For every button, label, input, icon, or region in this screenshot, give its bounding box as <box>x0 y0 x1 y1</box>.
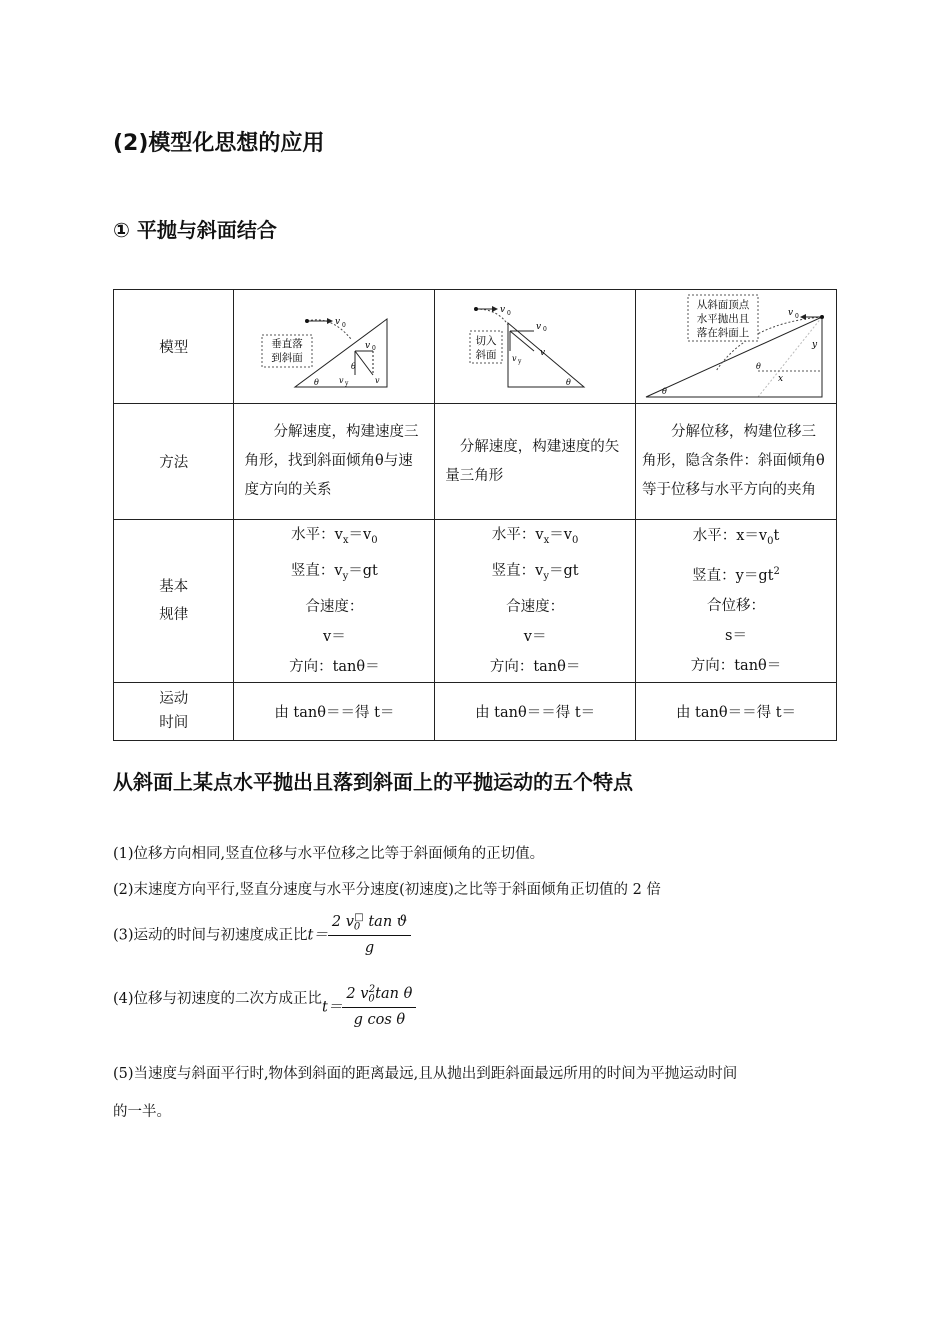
diagram-perpendicular <box>259 301 409 393</box>
method-text: 分解速度，构建速度三角形，找到斜面倾角θ与速度方向的关系 <box>244 424 419 498</box>
svg-text:x: x <box>777 373 784 384</box>
svg-text:v: v <box>512 353 517 363</box>
method-cell-2 <box>435 404 636 520</box>
formula-lhs: t＝ <box>307 927 328 944</box>
svg-text:θ: θ <box>314 377 320 387</box>
svg-text:θ: θ <box>566 377 571 387</box>
svg-text:斜面: 斜面 <box>475 348 497 361</box>
formula-fraction: $\frac{2 v_0^2\tan \theta}{\text{g cos θ}}$ <box>342 984 416 1028</box>
svg-text:到斜面: 到斜面 <box>271 351 304 364</box>
svg-text:0: 0 <box>507 309 511 317</box>
svg-text:切入: 切入 <box>475 334 497 347</box>
laws-cell-1: 水平：$v_x=v_0$ 竖直：$v_y=gt$ 合速度： v＝ 方向：tanθ＝ <box>234 520 435 683</box>
svg-text:θ: θ <box>755 361 761 371</box>
svg-text:v: v <box>339 375 344 385</box>
table-row <box>114 404 837 520</box>
method-text: 分解位移，构建位移三角形，隐含条件：斜面倾角θ等于位移与水平方向的夹角 <box>641 424 825 498</box>
svg-text:v: v <box>500 304 506 315</box>
svg-text:0: 0 <box>372 344 377 352</box>
svg-text:y: y <box>811 339 818 350</box>
svg-text:v: v <box>375 375 380 385</box>
svg-text:v: v <box>335 316 341 327</box>
method-cell-3 <box>635 404 836 520</box>
svg-text:0: 0 <box>543 325 547 333</box>
laws-cell-2: 水平：$v_x=v_0$ 竖直：$v_y=gt$ 合速度： v＝ 方向：tanθ＝ <box>435 520 636 683</box>
time-cell-3: 由 tanθ＝＝得 t＝ <box>635 682 836 740</box>
table-row <box>114 290 837 404</box>
time-cell-1: 由 tanθ＝＝得 t＝ <box>234 682 435 740</box>
laws-cell-3: 水平：$x=v_0t$ 竖直：$y=gt^2$ 合位移： s＝ 方向：tanθ＝ <box>635 520 836 683</box>
svg-text:y: y <box>345 379 349 387</box>
svg-text:v: v <box>787 307 794 318</box>
feature-point-2: (2)末速度方向平行,竖直分速度与水平分速度(初速度)之比等于斜面倾角正切值的 2 倍 <box>113 882 661 898</box>
feature-point-5-line1: (5)当速度与斜面平行时,物体到斜面的距离最远,且从抛出到距斜面最远所用的时间为平抛运动时间 <box>113 1066 738 1082</box>
time-cell-2: 由 tanθ＝＝得 t＝ <box>435 682 636 740</box>
svg-text:v: v <box>540 347 546 358</box>
row-label-model: 模型 <box>114 290 234 404</box>
svg-text:水平抛出且: 水平抛出且 <box>696 312 750 325</box>
table-row <box>114 520 837 683</box>
feature-point-3: (3)运动的时间与初速度成正比t＝ $\frac{2 v_0^□ \tan ϑ}{g}$ <box>113 912 411 956</box>
method-cell-1 <box>234 404 435 520</box>
diagram-slope-launch <box>638 293 834 401</box>
svg-text:0: 0 <box>794 312 799 320</box>
features-heading: 从斜面上某点水平抛出且落到斜面上的平抛运动的五个特点 <box>113 770 633 794</box>
row-label-method: 方法 <box>114 404 234 520</box>
table-row <box>114 682 837 740</box>
subsection-heading: ① 平抛与斜面结合 <box>113 218 277 242</box>
svg-text:θ: θ <box>351 361 357 371</box>
svg-text:垂直落: 垂直落 <box>271 337 304 350</box>
svg-text:θ: θ <box>661 386 667 396</box>
svg-text:y: y <box>518 357 522 365</box>
row-label-laws: 基本 规律 <box>114 520 234 683</box>
figure-tangent-entry <box>435 290 636 404</box>
section-heading: (2)模型化思想的应用 <box>113 131 325 156</box>
row-label-time: 运动 时间 <box>114 682 234 740</box>
feature-point-4: (4)位移与初速度的二次方成正比t＝ $\frac{2 v_0^2\tan \theta}{\text{g cos θ}}$ <box>113 984 416 1028</box>
svg-text:v: v <box>536 321 542 332</box>
svg-text:落在斜面上: 落在斜面上 <box>696 326 750 339</box>
svg-text:从斜面顶点: 从斜面顶点 <box>696 298 750 311</box>
svg-text:0: 0 <box>342 321 347 329</box>
model-table <box>113 289 837 741</box>
method-text: 分解速度，构建速度的矢量三角形 <box>445 438 620 484</box>
formula-fraction: $\frac{2 v_0^□ \tan ϑ}{g}$ <box>328 912 411 956</box>
feature-point-1: (1)位移方向相同,竖直位移与水平位移之比等于斜面倾角的正切值。 <box>113 846 545 862</box>
diagram-tangent <box>460 301 610 393</box>
figure-slope-launch <box>635 290 836 404</box>
figure-perpendicular-landing <box>234 290 435 404</box>
svg-text:v: v <box>365 340 371 351</box>
formula-lhs: t＝ <box>322 999 343 1016</box>
feature-point-5-line2: 的一半。 <box>113 1104 171 1120</box>
